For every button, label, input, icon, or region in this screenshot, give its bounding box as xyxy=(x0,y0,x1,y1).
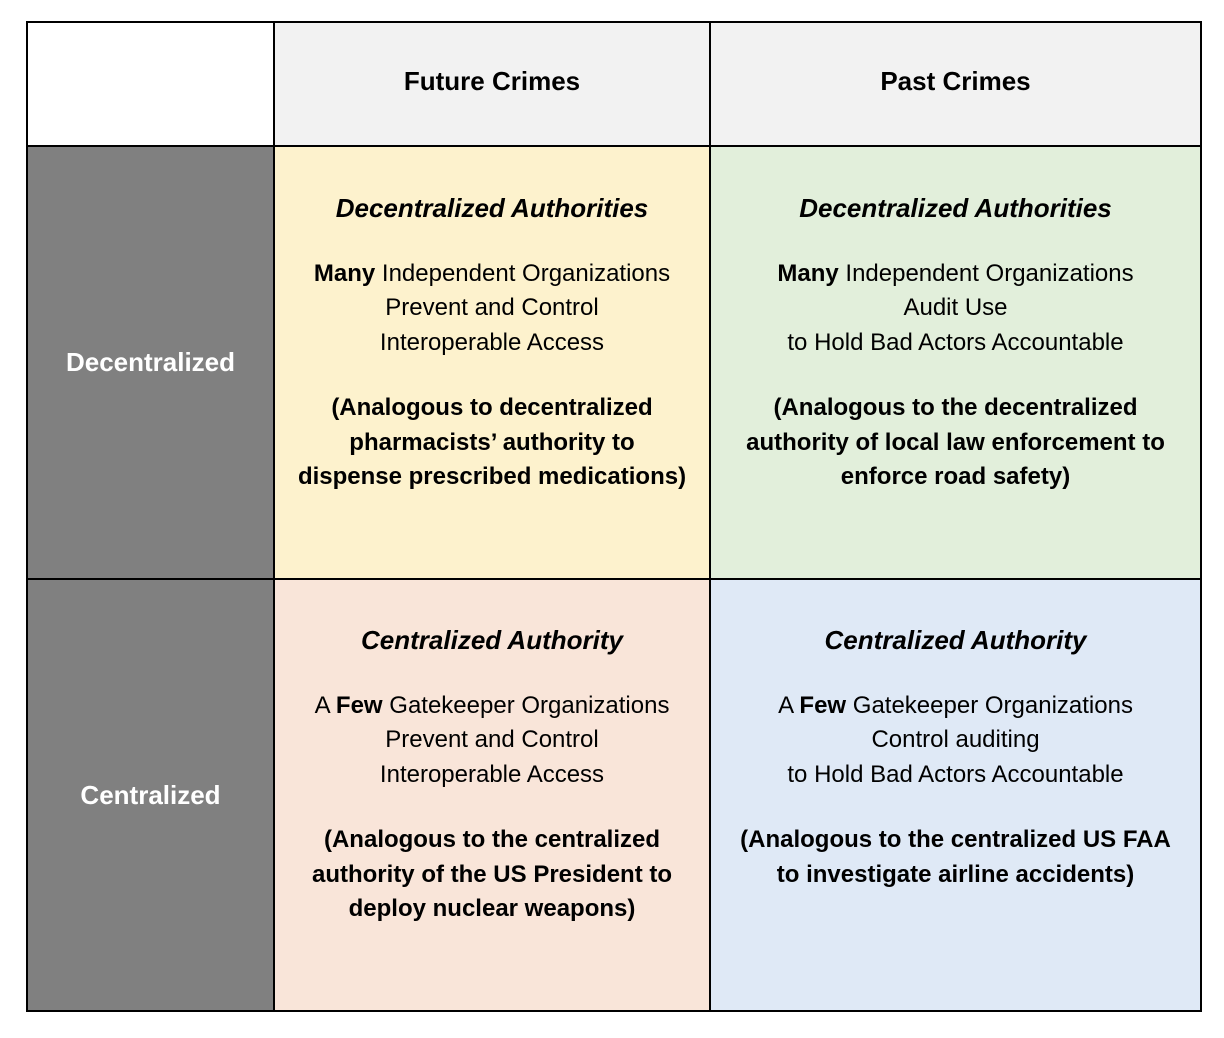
description-line-3: to Hold Bad Actors Accountable xyxy=(787,328,1124,356)
cell-description xyxy=(711,257,1200,361)
analogy-line: authority of the US President to xyxy=(311,860,673,888)
description-line-1-rest: Independent Organizations xyxy=(838,259,1134,287)
cell-centralized-future-crimes xyxy=(275,580,711,1010)
description-line-1 xyxy=(711,257,1200,292)
analogy-line: enforce road safety) xyxy=(840,463,1071,490)
quantity-emphasis: Few xyxy=(335,691,383,719)
description-line-3: to Hold Bad Actors Accountable xyxy=(787,760,1124,788)
analogy-line: (Analogous to the centralized xyxy=(323,826,661,853)
table-corner-cell xyxy=(28,23,275,147)
row-header-decentralized: Decentralized xyxy=(28,147,275,580)
analogy-line: pharmacists’ authority to xyxy=(349,428,635,456)
analogy-line: (Analogous to the decentralized xyxy=(773,394,1138,421)
cell-title: Decentralized Authorities xyxy=(799,193,1112,223)
analogy-line: dispense prescribed medications) xyxy=(297,463,687,490)
column-header-past-crimes: Past Crimes xyxy=(711,23,1200,147)
description-line-1-rest: Gatekeeper Organizations xyxy=(382,691,670,719)
analogy-line: deploy nuclear weapons) xyxy=(348,895,636,922)
description-line-1-prefix: A xyxy=(778,691,800,719)
description-line-2: Control auditing xyxy=(871,726,1040,753)
description-line-1 xyxy=(275,689,709,724)
description-line-1 xyxy=(711,689,1200,724)
description-line-1 xyxy=(275,257,709,292)
description-line-1-rest: Independent Organizations xyxy=(375,259,671,287)
quantity-emphasis: Few xyxy=(799,691,847,719)
cell-centralized-past-crimes xyxy=(711,580,1200,1010)
cell-description xyxy=(275,689,709,793)
row-header-centralized: Centralized xyxy=(28,580,275,1010)
analogy-line: (Analogous to decentralized xyxy=(331,394,653,421)
description-line-3: Interoperable Access xyxy=(379,760,605,788)
quantity-emphasis: Many xyxy=(313,259,376,287)
authority-matrix-table xyxy=(26,21,1202,1012)
description-line-1-rest: Gatekeeper Organizations xyxy=(846,691,1133,719)
cell-decentralized-future-crimes xyxy=(275,147,711,580)
description-line-1-prefix: A xyxy=(314,691,336,719)
cell-description xyxy=(711,689,1200,793)
analogy-line: authority of local law enforcement to xyxy=(746,428,1165,456)
cell-description xyxy=(275,257,709,361)
analogy-text xyxy=(711,391,1200,495)
description-line-3: Interoperable Access xyxy=(379,328,605,356)
cell-title: Centralized Authority xyxy=(824,625,1087,655)
analogy-line: (Analogous to the centralized US FAA xyxy=(740,826,1171,853)
cell-title: Decentralized Authorities xyxy=(335,193,649,223)
description-line-2: Prevent and Control xyxy=(385,294,599,321)
analogy-text xyxy=(275,823,709,927)
analogy-line: to investigate airline accidents) xyxy=(776,860,1135,888)
analogy-text xyxy=(711,823,1200,892)
quantity-emphasis: Many xyxy=(777,259,839,287)
cell-decentralized-past-crimes xyxy=(711,147,1200,580)
column-header-future-crimes: Future Crimes xyxy=(275,23,711,147)
description-line-2: Audit Use xyxy=(903,294,1008,321)
description-line-2: Prevent and Control xyxy=(385,726,599,753)
analogy-text xyxy=(275,391,709,495)
cell-title: Centralized Authority xyxy=(361,625,623,655)
